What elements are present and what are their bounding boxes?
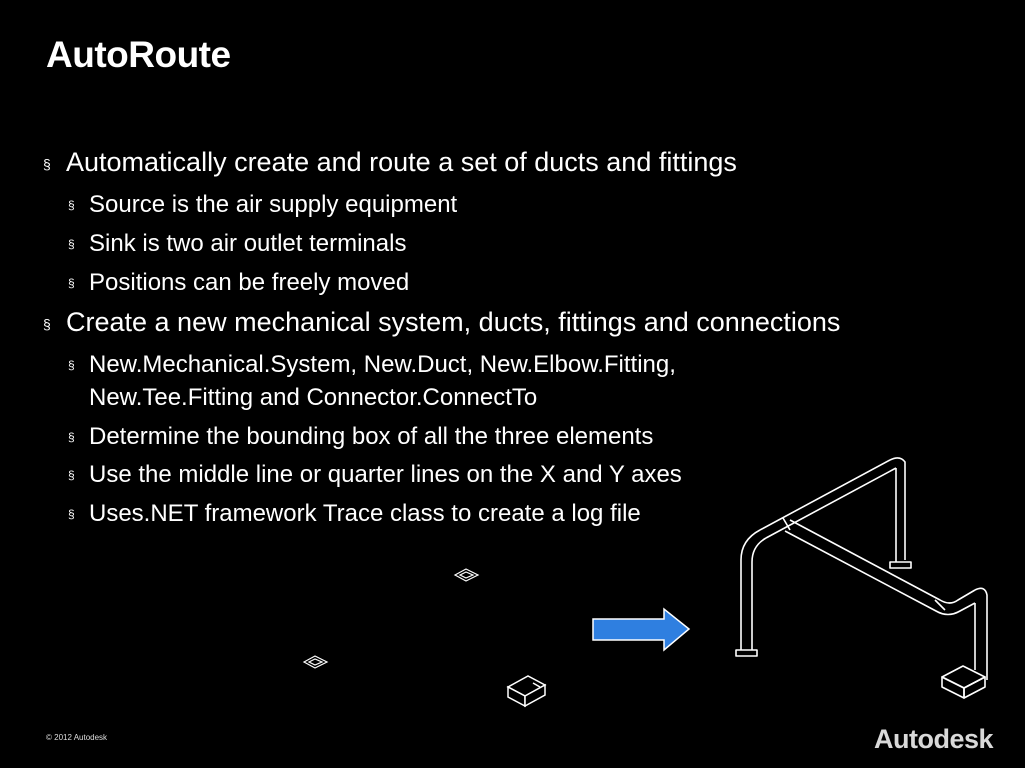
bullet-marker: §: [43, 156, 51, 172]
sub-bullet-item: New.Mechanical.System, New.Duct, New.Elbow.Fitting,: [89, 351, 676, 378]
sub-bullet-marker: §: [68, 430, 75, 444]
sub-bullet-item: Uses.NET framework Trace class to create a log file: [89, 500, 641, 527]
bullet-item: Automatically create and route a set of ducts and fittings: [66, 147, 737, 177]
bullet-item: Create a new mechanical system, ducts, fittings and connections: [66, 307, 841, 337]
arrow-right-icon: [593, 609, 689, 650]
autodesk-logo: Autodesk: [874, 724, 994, 754]
sub-bullet-marker: §: [68, 198, 75, 212]
sub-bullet-item: Use the middle line or quarter lines on the X and Y axes: [89, 461, 682, 488]
sub-bullet-marker: §: [68, 507, 75, 521]
sub-bullet-marker: §: [68, 276, 75, 290]
air-terminal-icon: [455, 569, 478, 581]
page-title: AutoRoute: [46, 34, 231, 75]
sub-bullet-item: Source is the air supply equipment: [89, 191, 458, 218]
air-terminal-icon: [304, 656, 327, 668]
sub-bullet-item-continued: New.Tee.Fitting and Connector.ConnectTo: [89, 384, 538, 411]
routed-ducts-icon: [736, 458, 987, 698]
bullet-marker: §: [43, 316, 51, 332]
sub-bullet-item: Sink is two air outlet terminals: [89, 230, 407, 257]
footer-copyright: © 2012 Autodesk: [46, 733, 108, 742]
sub-bullet-marker: §: [68, 468, 75, 482]
sub-bullet-marker: §: [68, 237, 75, 251]
air-supply-equipment-icon: [508, 676, 545, 706]
sub-bullet-item: Determine the bounding box of all the three elements: [89, 423, 654, 450]
sub-bullet-marker: §: [68, 358, 75, 372]
sub-bullet-item: Positions can be freely moved: [89, 269, 410, 296]
